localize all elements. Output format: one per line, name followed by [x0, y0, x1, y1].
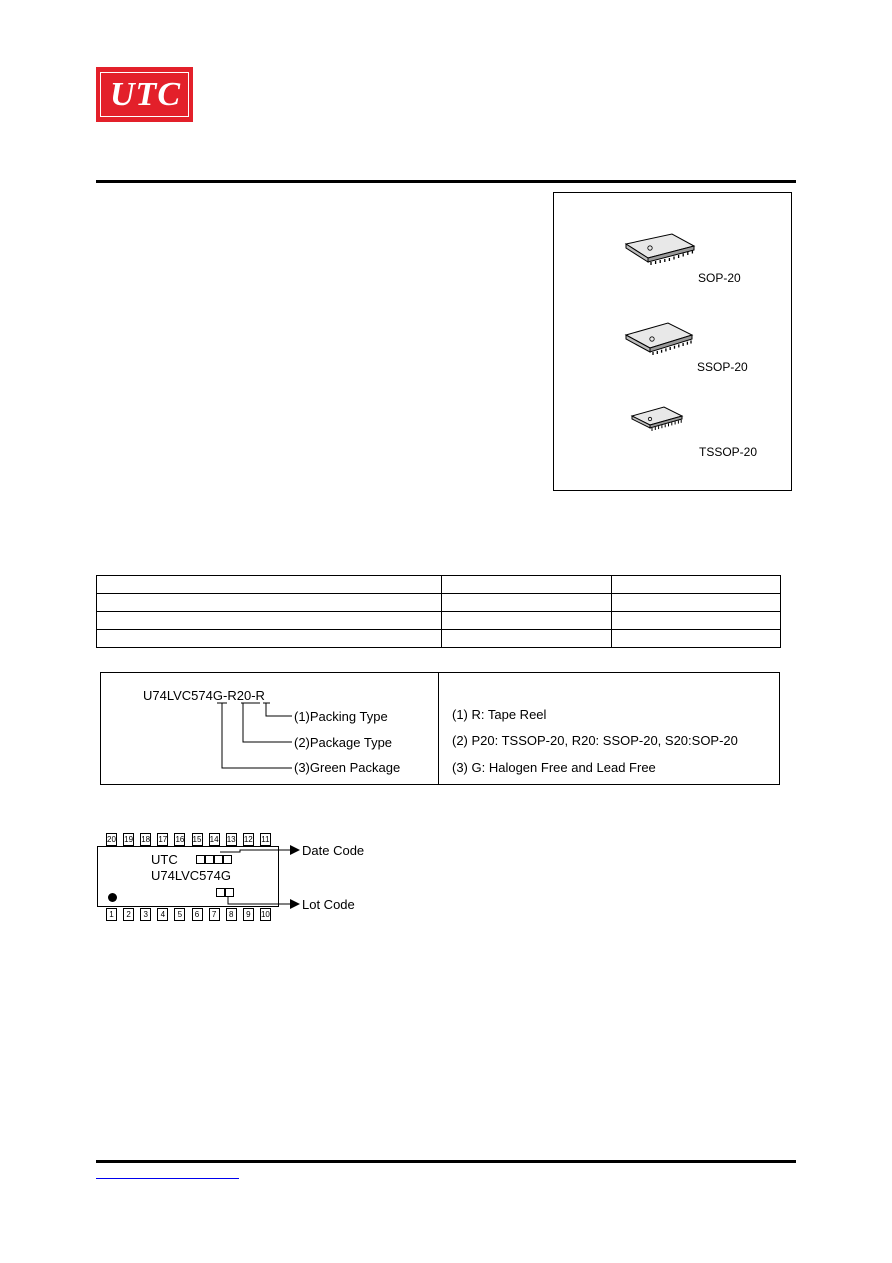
decode-divider [438, 672, 439, 785]
date-code-box [196, 855, 205, 864]
part-packing-code: R [255, 688, 265, 703]
date-code-label: Date Code [302, 843, 365, 858]
callout-package-type: (2)Package Type [294, 735, 393, 750]
package-label-sop20: SOP-20 [698, 271, 741, 285]
table-cell [97, 630, 442, 648]
table-cell [612, 630, 781, 648]
bottom-pin-box: 7 [209, 908, 220, 921]
description-packing: (1) R: Tape Reel [452, 707, 547, 722]
table-row [97, 594, 781, 612]
bottom-pin-box: 9 [243, 908, 254, 921]
top-pin-box: 20 [107, 835, 116, 844]
part-base: U74LVC574 [143, 688, 213, 703]
logo-text: UTC [110, 76, 181, 113]
table-cell [97, 612, 442, 630]
part-separator: - [251, 688, 256, 703]
marking-line-utc: UTC [151, 852, 178, 867]
bottom-pin-box: 10 [260, 910, 270, 919]
bottom-pin-box: 8 [226, 908, 237, 921]
table-cell [442, 612, 612, 630]
table-cell [612, 594, 781, 612]
description-package: (2) P20: TSSOP-20, R20: SSOP-20, S20:SOP-20 [452, 733, 738, 748]
table-cell [612, 576, 781, 594]
top-pin-box: 12 [243, 835, 253, 844]
top-pin-box: 18 [141, 835, 151, 844]
logo-frame [100, 72, 189, 117]
callout-lines [210, 700, 300, 772]
pin1-indicator-dot [108, 893, 117, 902]
top-pin-box: 19 [124, 835, 134, 844]
top-pin-box: 15 [192, 835, 202, 844]
top-pin-box: 14 [209, 835, 219, 844]
package-label-ssop20: SSOP-20 [697, 360, 748, 374]
top-pin-box: 16 [175, 835, 185, 844]
bottom-pin-box: 4 [157, 908, 168, 921]
footer-link-underline[interactable] [96, 1178, 239, 1179]
bottom-pin-box: 3 [140, 908, 151, 921]
callout-packing-type: (1)Packing Type [294, 709, 388, 724]
table-cell [612, 612, 781, 630]
package-label-tssop20: TSSOP-20 [699, 445, 758, 459]
ssop20-package-image [620, 321, 700, 357]
table-row [97, 576, 781, 594]
bottom-pin-box: 5 [174, 908, 185, 921]
table-cell [442, 630, 612, 648]
part-green-code: G [212, 688, 223, 703]
code-arrows [220, 840, 302, 912]
bottom-pin-box: 2 [123, 908, 134, 921]
part-package-code: R20 [227, 688, 252, 703]
table-cell [442, 576, 612, 594]
lot-code-label: Lot Code [302, 897, 355, 912]
top-pin-box: 13 [226, 835, 236, 844]
footer-rule [96, 1160, 796, 1163]
utc-logo [96, 67, 193, 122]
tssop20-package-image [628, 405, 688, 433]
marking-line-part: U74LVC574G [151, 868, 231, 883]
table-cell [97, 576, 442, 594]
table-row [97, 630, 781, 648]
bottom-pin-box: 6 [192, 908, 203, 921]
ordering-table [96, 575, 781, 648]
top-pin-box: 11 [261, 835, 270, 844]
table-cell [97, 594, 442, 612]
header-rule [96, 180, 796, 183]
top-pin-box: 17 [158, 835, 168, 844]
table-cell [442, 594, 612, 612]
table-row [97, 612, 781, 630]
part-separator: - [223, 688, 228, 703]
description-green: (3) G: Halogen Free and Lead Free [452, 760, 656, 775]
callout-green-package: (3)Green Package [294, 760, 401, 775]
date-code-box [205, 855, 214, 864]
bottom-pin-box: 1 [106, 908, 117, 921]
sop20-package-image [620, 232, 700, 266]
